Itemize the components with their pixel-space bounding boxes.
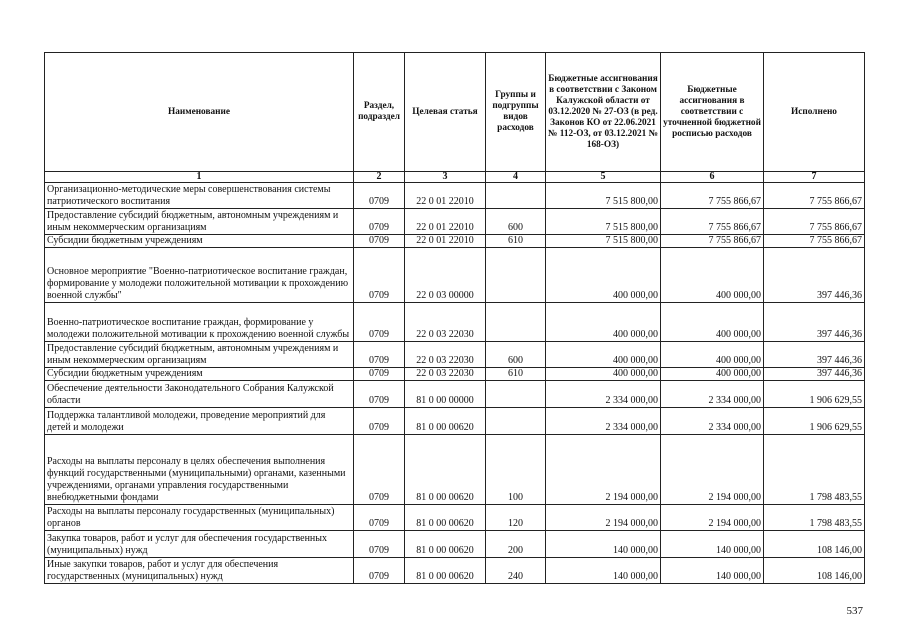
cell-executed: 397 446,36 — [764, 248, 865, 303]
cell-executed: 1 798 483,55 — [764, 505, 865, 531]
cell-refined: 7 755 866,67 — [661, 183, 764, 209]
cell-article: 22 0 03 22030 — [405, 368, 486, 381]
cell-refined: 140 000,00 — [661, 558, 764, 584]
cell-executed: 1 906 629,55 — [764, 381, 865, 408]
table-row — [45, 303, 865, 342]
cell-section: 0709 — [354, 342, 405, 368]
cell-article: 22 0 01 22010 — [405, 235, 486, 248]
cell-section: 0709 — [354, 531, 405, 558]
cell-executed: 397 446,36 — [764, 368, 865, 381]
cell-initial: 400 000,00 — [546, 342, 661, 368]
table-row — [45, 342, 865, 368]
cell-section: 0709 — [354, 505, 405, 531]
cell-refined: 400 000,00 — [661, 342, 764, 368]
cell-initial: 400 000,00 — [546, 368, 661, 381]
cell-article: 81 0 00 00000 — [405, 381, 486, 408]
column-number: 6 — [661, 172, 764, 183]
cell-article: 81 0 00 00620 — [405, 505, 486, 531]
budget-table — [44, 52, 865, 584]
cell-article: 81 0 00 00620 — [405, 408, 486, 435]
cell-executed: 397 446,36 — [764, 303, 865, 342]
cell-group: 100 — [486, 435, 546, 505]
cell-article: 22 0 03 22030 — [405, 303, 486, 342]
column-number-row — [45, 172, 865, 183]
cell-article: 81 0 00 00620 — [405, 558, 486, 584]
cell-name: Военно-патриотическое воспитание граждан, формирование у молодежи положительной мотивации к прохождению военной службы — [45, 303, 354, 342]
header-row — [45, 53, 865, 172]
header-section: Раздел, подраздел — [354, 53, 405, 172]
cell-article: 81 0 00 00620 — [405, 531, 486, 558]
cell-executed: 7 755 866,67 — [764, 183, 865, 209]
cell-refined: 400 000,00 — [661, 368, 764, 381]
header-executed: Исполнено — [764, 53, 865, 172]
table-row — [45, 248, 865, 303]
cell-refined: 2 334 000,00 — [661, 408, 764, 435]
cell-refined: 140 000,00 — [661, 531, 764, 558]
cell-section: 0709 — [354, 183, 405, 209]
cell-group: 610 — [486, 368, 546, 381]
header-refined: Бюджетные ассигнования в соответствии с уточненной бюджетной росписью расходов — [661, 53, 764, 172]
cell-refined: 2 194 000,00 — [661, 505, 764, 531]
cell-executed: 1 798 483,55 — [764, 435, 865, 505]
cell-group: 610 — [486, 235, 546, 248]
cell-executed: 7 755 866,67 — [764, 235, 865, 248]
cell-refined: 400 000,00 — [661, 248, 764, 303]
cell-section: 0709 — [354, 381, 405, 408]
cell-initial: 2 194 000,00 — [546, 435, 661, 505]
cell-name: Предоставление субсидий бюджетным, автономным учреждениям и иным некоммерческим организациям — [45, 342, 354, 368]
cell-name: Расходы на выплаты персоналу государственных (муниципальных) органов — [45, 505, 354, 531]
cell-section: 0709 — [354, 558, 405, 584]
table-row — [45, 531, 865, 558]
cell-initial: 140 000,00 — [546, 558, 661, 584]
cell-initial: 2 334 000,00 — [546, 408, 661, 435]
cell-refined: 7 755 866,67 — [661, 209, 764, 235]
cell-name: Иные закупки товаров, работ и услуг для обеспечения государственных (муниципальных) нужд — [45, 558, 354, 584]
table-row — [45, 368, 865, 381]
cell-group — [486, 303, 546, 342]
cell-initial: 7 515 800,00 — [546, 209, 661, 235]
cell-article: 81 0 00 00620 — [405, 435, 486, 505]
cell-section: 0709 — [354, 209, 405, 235]
table-row — [45, 235, 865, 248]
cell-section: 0709 — [354, 235, 405, 248]
header-groups: Группы и подгруппы видов расходов — [486, 53, 546, 172]
column-number: 1 — [45, 172, 354, 183]
cell-executed: 108 146,00 — [764, 558, 865, 584]
cell-refined: 2 334 000,00 — [661, 381, 764, 408]
cell-initial: 7 515 800,00 — [546, 235, 661, 248]
cell-article: 22 0 03 00000 — [405, 248, 486, 303]
cell-initial: 140 000,00 — [546, 531, 661, 558]
cell-name: Субсидии бюджетным учреждениям — [45, 368, 354, 381]
cell-section: 0709 — [354, 303, 405, 342]
cell-name: Субсидии бюджетным учреждениям — [45, 235, 354, 248]
table-row — [45, 209, 865, 235]
table-row — [45, 408, 865, 435]
cell-initial: 2 334 000,00 — [546, 381, 661, 408]
cell-section: 0709 — [354, 248, 405, 303]
cell-section: 0709 — [354, 368, 405, 381]
header-name: Наименование — [45, 53, 354, 172]
cell-name: Обеспечение деятельности Законодательного Собрания Калужской области — [45, 381, 354, 408]
cell-name: Расходы на выплаты персоналу в целях обеспечения выполнения функций государственными (муниципальными) органами, казенными учреждениями, органами управления государственными внебюджетными фондами — [45, 435, 354, 505]
cell-group: 200 — [486, 531, 546, 558]
column-number: 4 — [486, 172, 546, 183]
cell-name: Основное мероприятие "Военно-патриотическое воспитание граждан, формирование у молодежи положительной мотивации к прохождению военной службы" — [45, 248, 354, 303]
cell-executed: 7 755 866,67 — [764, 209, 865, 235]
cell-section: 0709 — [354, 435, 405, 505]
header-article: Целевая статья — [405, 53, 486, 172]
cell-group — [486, 408, 546, 435]
table-row — [45, 558, 865, 584]
cell-section: 0709 — [354, 408, 405, 435]
cell-group — [486, 183, 546, 209]
column-number: 7 — [764, 172, 865, 183]
header-initial: Бюджетные ассигнования в соответствии с Законом Калужской области от 03.12.2020 № 27-ОЗ (в ред. Законов КО от 22.06.2021 № 112-ОЗ, от 03.12.2021 № 168-ОЗ) — [546, 53, 661, 172]
cell-executed: 1 906 629,55 — [764, 408, 865, 435]
table-row — [45, 381, 865, 408]
page-number: 537 — [846, 605, 863, 617]
column-number: 2 — [354, 172, 405, 183]
cell-name: Предоставление субсидий бюджетным, автономным учреждениям и иным некоммерческим организациям — [45, 209, 354, 235]
cell-initial: 400 000,00 — [546, 303, 661, 342]
cell-name: Организационно-методические меры совершенствования системы патриотического воспитания — [45, 183, 354, 209]
cell-initial: 400 000,00 — [546, 248, 661, 303]
table-row — [45, 505, 865, 531]
cell-article: 22 0 01 22010 — [405, 209, 486, 235]
cell-group — [486, 248, 546, 303]
cell-group: 600 — [486, 209, 546, 235]
cell-group: 240 — [486, 558, 546, 584]
table-row — [45, 435, 865, 505]
cell-group: 600 — [486, 342, 546, 368]
column-number: 3 — [405, 172, 486, 183]
cell-group: 120 — [486, 505, 546, 531]
cell-initial: 2 194 000,00 — [546, 505, 661, 531]
table-row — [45, 183, 865, 209]
cell-name: Закупка товаров, работ и услуг для обеспечения государственных (муниципальных) нужд — [45, 531, 354, 558]
cell-refined: 2 194 000,00 — [661, 435, 764, 505]
column-number: 5 — [546, 172, 661, 183]
cell-refined: 400 000,00 — [661, 303, 764, 342]
cell-name: Поддержка талантливой молодежи, проведение мероприятий для детей и молодежи — [45, 408, 354, 435]
cell-executed: 397 446,36 — [764, 342, 865, 368]
cell-executed: 108 146,00 — [764, 531, 865, 558]
cell-refined: 7 755 866,67 — [661, 235, 764, 248]
cell-group — [486, 381, 546, 408]
cell-article: 22 0 03 22030 — [405, 342, 486, 368]
cell-article: 22 0 01 22010 — [405, 183, 486, 209]
cell-initial: 7 515 800,00 — [546, 183, 661, 209]
